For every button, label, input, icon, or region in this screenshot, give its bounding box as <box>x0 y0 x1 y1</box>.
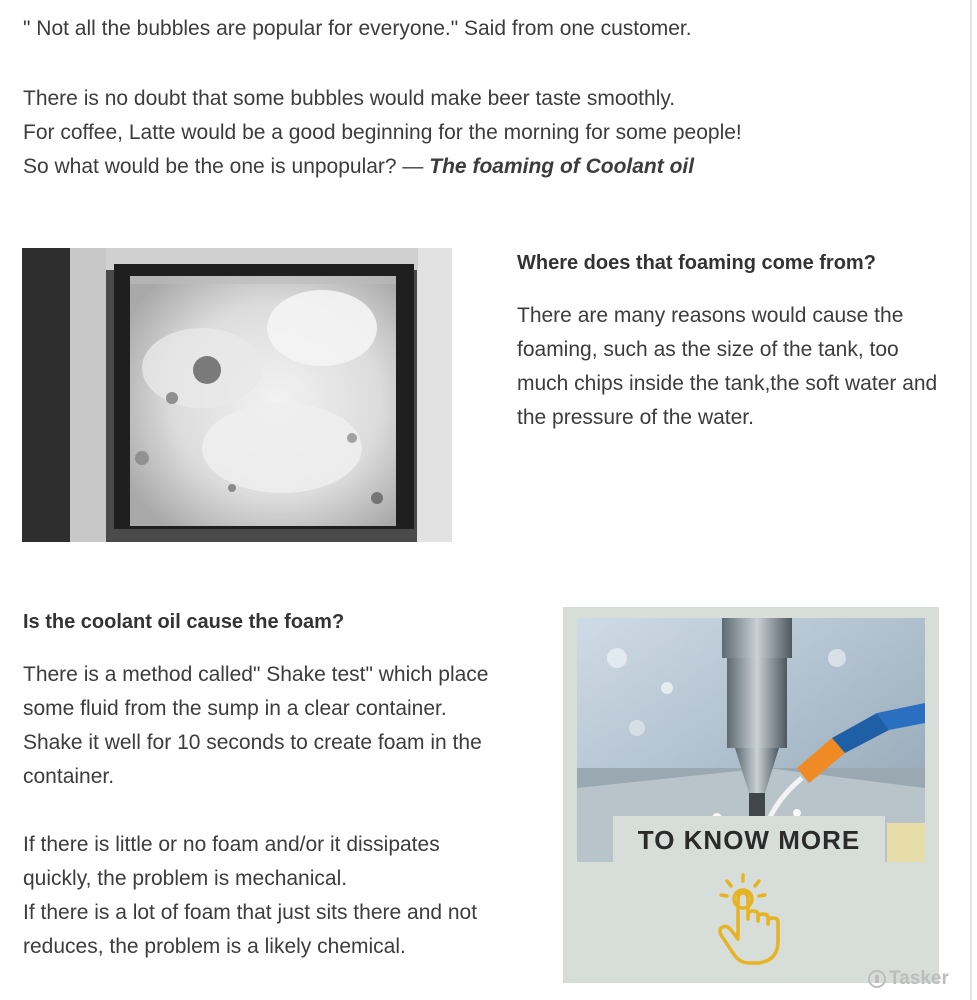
chemical-result-text: If there is a lot of foam that just sits there and not reduces, the problem is a likely chemical. <box>23 901 478 958</box>
intro-line-question <box>23 150 742 184</box>
scrollbar-track[interactable] <box>970 0 972 1000</box>
section-body-coolant <box>23 658 503 964</box>
intro-question-text: So what would be the one is unpopular? — <box>23 155 430 178</box>
intro-paragraph <box>23 82 742 184</box>
watermark-text: Tasker <box>889 968 949 989</box>
foam-tank-photo <box>22 248 452 542</box>
know-more-banner[interactable] <box>563 607 939 983</box>
intro-quote: " Not all the bubbles are popular for everyone." Said from one customer. <box>23 17 692 40</box>
section-heading-foam-source: Where does that foaming come from? <box>517 252 876 274</box>
intro-line-beer: There is no doubt that some bubbles would make beer taste smoothly. <box>23 87 676 110</box>
intro-line-coffee: For coffee, Latte would be a good beginning for the morning for some people! <box>23 121 742 144</box>
shake-test-paragraph: There is a method called" Shake test" which place some fluid from the sump in a clear container. Shake it well for 10 seconds to create foam in the container. <box>23 663 489 788</box>
intro-emphasis: The foaming of Coolant oil <box>429 155 695 178</box>
section-heading-coolant: Is the coolant oil cause the foam? <box>23 611 345 633</box>
tap-hand-icon <box>713 869 793 969</box>
section-body-foam-source: There are many reasons would cause the foaming, such as the size of the tank, too much chips inside the tank,the soft water and the pressure of the water. <box>517 304 938 429</box>
tasker-watermark <box>868 968 949 990</box>
tasker-logo-icon <box>868 970 886 988</box>
know-more-button[interactable]: TO KNOW MORE <box>637 824 861 855</box>
mechanical-result-text: If there is little or no foam and/or it dissipates quickly, the problem is mechanical. <box>23 833 440 890</box>
